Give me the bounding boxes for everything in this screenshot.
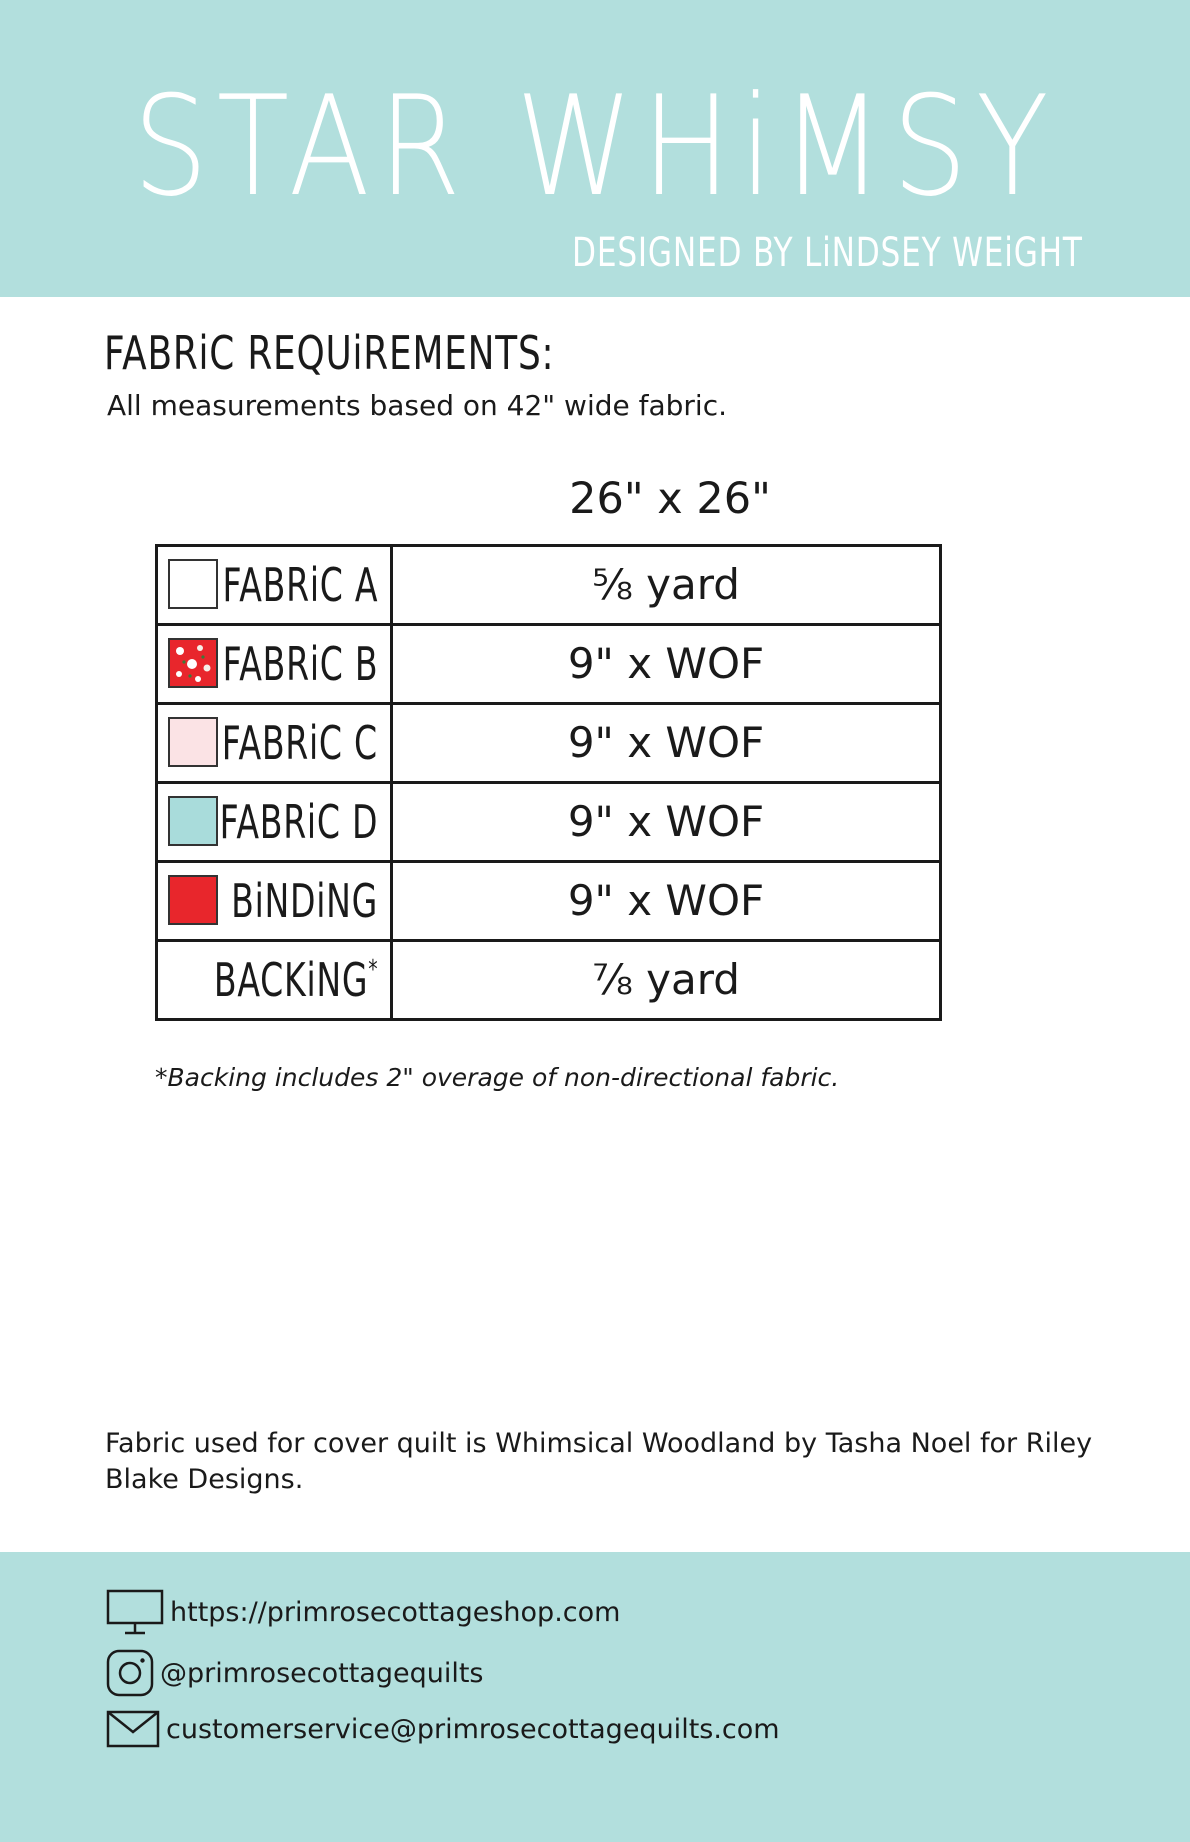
- website-link[interactable]: https://primrosecottageshop.com: [170, 1596, 621, 1628]
- pattern-title: STAR WHiMSY: [132, 66, 1058, 227]
- binding-amount: 9" x WOF: [392, 862, 941, 941]
- fabric-a-amount: ⅝ yard: [392, 546, 941, 625]
- contact-email[interactable]: [106, 1710, 780, 1748]
- fabric-c-label: FABRiC C: [221, 716, 378, 770]
- fabric-label-cell: [157, 546, 392, 625]
- measurement-note: All measurements based on 42" wide fabric.: [107, 389, 728, 422]
- fabric-c-swatch: [168, 717, 218, 767]
- fabric-d-swatch: [168, 796, 218, 846]
- fabric-d-amount: 9" x WOF: [392, 783, 941, 862]
- backing-label: [213, 953, 378, 1007]
- monitor-icon: [106, 1589, 164, 1635]
- binding-swatch: [168, 875, 218, 925]
- backing-label-text: BACKiNG: [213, 953, 368, 1007]
- fabric-requirements-table: [155, 544, 942, 1021]
- fabric-c-amount: 9" x WOF: [392, 704, 941, 783]
- table-row: [157, 783, 941, 862]
- designer-credit: DESIGNED BY LiNDSEY WEiGHT: [572, 230, 1083, 276]
- fabric-a-swatch: [168, 559, 218, 609]
- binding-label: BiNDiNG: [231, 874, 378, 928]
- fabric-label-cell: [157, 862, 392, 941]
- table-row: [157, 941, 941, 1020]
- instagram-icon: [106, 1649, 154, 1697]
- table-row: [157, 546, 941, 625]
- fabric-label-cell: [157, 941, 392, 1020]
- fabric-b-swatch: [168, 638, 218, 688]
- email-link[interactable]: customerservice@primrosecottagequilts.com: [166, 1713, 780, 1745]
- fabric-requirements-heading: FABRiC REQUiREMENTS:: [104, 326, 555, 380]
- backing-footnote: *Backing includes 2" overage of non-directional fabric.: [155, 1063, 840, 1092]
- backing-amount: ⅞ yard: [392, 941, 941, 1020]
- fabric-label-cell: [157, 783, 392, 862]
- table-row: [157, 862, 941, 941]
- fabric-label-cell: [157, 625, 392, 704]
- table-row: [157, 704, 941, 783]
- instagram-handle[interactable]: @primrosecottagequilts: [160, 1657, 484, 1689]
- table-row: [157, 625, 941, 704]
- fabric-credit: Fabric used for cover quilt is Whimsical Woodland by Tasha Noel for Riley Blake Designs.: [105, 1428, 1093, 1495]
- fabric-a-label: FABRiC A: [222, 558, 378, 612]
- fabric-d-label: FABRiC D: [219, 795, 378, 849]
- contact-instagram[interactable]: [106, 1649, 484, 1697]
- fabric-b-label: FABRiC B: [222, 637, 378, 691]
- fabric-label-cell: [157, 704, 392, 783]
- header-band: [0, 0, 1190, 297]
- backing-footnote-mark: *: [367, 955, 378, 985]
- mail-icon: [106, 1710, 160, 1748]
- quilt-size-label: 26" x 26": [569, 474, 771, 524]
- fabric-b-amount: 9" x WOF: [392, 625, 941, 704]
- contact-website[interactable]: [106, 1589, 620, 1635]
